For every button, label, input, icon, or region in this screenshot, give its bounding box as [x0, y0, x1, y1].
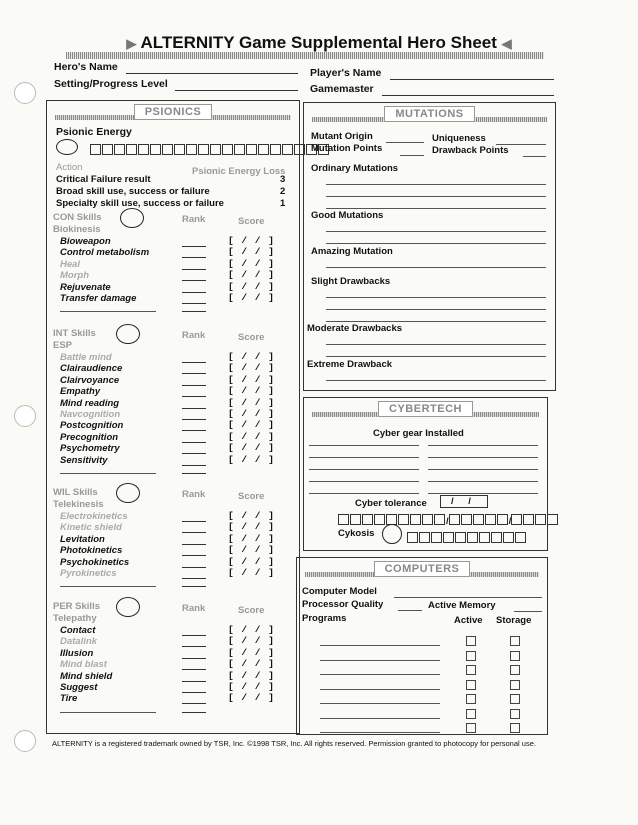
skill-score-field[interactable]: [ / / ] [228, 658, 275, 670]
slight-line-3[interactable] [326, 320, 546, 322]
cyber-tolerance-box[interactable]: / / [440, 495, 488, 508]
heros-name-field[interactable] [126, 72, 298, 74]
skill-rank-field[interactable] [182, 543, 206, 545]
skill-name: Postcognition [60, 420, 124, 432]
skill-group-circle[interactable] [116, 324, 140, 344]
skill-score-field[interactable]: [ / / ] [228, 646, 275, 658]
skill-score-field[interactable]: [ / / ] [228, 408, 275, 419]
rank-label: Rank [182, 603, 206, 614]
computers-title: COMPUTERS [374, 561, 471, 577]
mutation-points-field[interactable] [400, 154, 424, 156]
copyright-footer: ALTERNITY is a registered trademark owned by TSR, Inc. ©1998 TSR, Inc. All rights reserved. Permission granted to photocopy for personal use. [52, 739, 536, 748]
energy-box[interactable] [114, 144, 125, 155]
skill-name: Rejuvenate [60, 281, 111, 293]
cykosis-box[interactable] [431, 532, 442, 543]
mutation-points-label: Mutation Points [311, 143, 383, 154]
skill-score-field[interactable]: [ / / ] [228, 396, 275, 408]
skill-rank-field[interactable] [182, 441, 206, 443]
skill-rank-field[interactable] [182, 668, 206, 670]
skill-group-header: PER Skills [53, 601, 100, 612]
skill-blank-line[interactable] [60, 711, 156, 713]
tolerance-box[interactable] [350, 514, 361, 525]
cykosis-box[interactable] [491, 532, 502, 543]
skill-rank-field[interactable] [182, 302, 206, 304]
skill-score-field[interactable]: [ / / ] [228, 419, 275, 431]
cykosis-boxes [407, 529, 527, 547]
cyber-gear-line[interactable] [428, 468, 538, 470]
skill-name: Heal [60, 258, 81, 270]
action-row-label: Broad skill use, success or failure [56, 186, 210, 197]
binder-hole-bottom [14, 730, 36, 752]
binder-hole-top [14, 82, 36, 104]
cyber-gear-line[interactable] [428, 444, 538, 446]
programs-label: Programs [302, 613, 347, 624]
skill-name: Empathy [60, 386, 101, 398]
rank-label: Rank [182, 330, 206, 341]
skill-score-field[interactable]: [ / / ] [228, 624, 275, 635]
skill-score-field[interactable]: [ / / ] [228, 635, 275, 647]
skill-score-field[interactable]: [ / / ] [228, 681, 275, 692]
energy-box[interactable] [210, 144, 221, 155]
score-label: Score [238, 491, 265, 502]
skill-name: Pyrokinetics [60, 568, 117, 579]
skill-group-header: CON Skills [53, 212, 102, 223]
tolerance-box[interactable] [523, 514, 534, 525]
skill-score-field[interactable]: [ / / ] [228, 692, 275, 704]
computer-model-field[interactable] [394, 596, 542, 598]
skill-rank-field[interactable] [182, 645, 206, 647]
program-storage-checkbox[interactable] [510, 694, 520, 704]
ordinary-line-3[interactable] [326, 207, 546, 209]
uniqueness-label: Uniqueness [432, 133, 486, 144]
action-row-value: 1 [280, 198, 286, 209]
storage-column-label: Storage [496, 615, 532, 626]
gamemaster-field[interactable] [382, 94, 554, 96]
sheet-title-text: ALTERNITY Game Supplemental Hero Sheet [140, 33, 497, 52]
good-line-1[interactable] [326, 230, 546, 232]
active-column-label: Active [454, 615, 483, 626]
cykosis-box[interactable] [467, 532, 478, 543]
tolerance-box[interactable] [374, 514, 385, 525]
energy-box[interactable] [234, 144, 245, 155]
program-active-checkbox[interactable] [466, 723, 476, 733]
cyber-gear-line[interactable] [428, 492, 538, 494]
score-label: Score [238, 605, 265, 616]
cykosis-label: Cykosis [338, 528, 375, 539]
cykosis-box[interactable] [503, 532, 514, 543]
skill-rank-field[interactable] [182, 395, 206, 397]
setting-level-label: Setting/Progress Level [54, 78, 168, 90]
skill-rank-field[interactable] [182, 554, 206, 556]
drawback-points-field[interactable] [523, 155, 546, 157]
cybertech-title: CYBERTECH [378, 401, 473, 417]
skill-rank-field[interactable] [182, 711, 206, 713]
tolerance-box[interactable] [473, 514, 484, 525]
skill-score-field[interactable]: [ / / ] [228, 521, 275, 533]
cyber-gear-line[interactable] [309, 492, 419, 494]
broad-skill-label: Biokinesis [53, 224, 101, 235]
cykosis-box[interactable] [419, 532, 430, 543]
skill-rank-field[interactable] [182, 472, 206, 474]
skill-name: Precognition [60, 431, 119, 443]
action-label: Action [56, 162, 83, 173]
program-active-checkbox[interactable] [466, 680, 476, 690]
skill-rank-field[interactable] [182, 245, 206, 247]
skill-score-field[interactable]: [ / / ] [228, 544, 275, 556]
slight-line-1[interactable] [326, 296, 546, 298]
skill-rank-field[interactable] [182, 291, 206, 293]
cyber-tolerance-boxes [338, 511, 559, 529]
drawback-points-label: Drawback Points [432, 145, 509, 156]
program-active-checkbox[interactable] [466, 636, 476, 646]
cykosis-circle[interactable] [382, 524, 402, 544]
skill-name: Battle mind [60, 352, 112, 363]
tolerance-box[interactable] [338, 514, 349, 525]
title-rule [66, 52, 544, 59]
active-memory-field[interactable] [514, 610, 542, 612]
skill-score-field[interactable]: [ / / ] [228, 280, 275, 292]
skill-rank-field[interactable] [182, 680, 206, 682]
broad-skill-label: ESP [53, 340, 73, 351]
heros-name-label: Hero's Name [54, 61, 118, 73]
action-row-value: 3 [280, 174, 286, 185]
skill-rank-field[interactable] [182, 372, 206, 374]
extreme-line[interactable] [326, 379, 546, 381]
program-line[interactable] [320, 702, 440, 704]
box-separator: / [446, 516, 449, 527]
energy-box[interactable] [270, 144, 281, 155]
skill-name: Clairvoyance [60, 374, 120, 386]
cyber-gear-line[interactable] [309, 480, 419, 482]
right-arrow-icon: ▶ [126, 36, 137, 51]
energy-box[interactable] [246, 144, 257, 155]
ordinary-line-2[interactable] [326, 195, 546, 197]
program-line[interactable] [320, 717, 440, 719]
tolerance-box[interactable] [398, 514, 409, 525]
skill-rank-field[interactable] [182, 268, 206, 270]
skill-group-circle[interactable] [116, 483, 140, 503]
amazing-line[interactable] [326, 266, 546, 268]
skill-name: Illusion [60, 647, 94, 659]
skill-blank-line[interactable] [60, 585, 156, 587]
cyber-gear-line[interactable] [428, 480, 538, 482]
slight-line-2[interactable] [326, 308, 546, 310]
processor-quality-label: Processor Quality [302, 599, 384, 610]
score-label: Score [238, 216, 265, 227]
skill-score-field[interactable]: [ / / ] [228, 532, 275, 544]
mutant-origin-field[interactable] [386, 141, 424, 143]
skill-name: Control metabolism [60, 247, 150, 259]
skill-name: Tire [60, 693, 78, 705]
slight-drawbacks-label: Slight Drawbacks [311, 276, 391, 287]
skill-name: Mind reading [60, 397, 120, 409]
sheet-title [0, 33, 638, 53]
skill-score-field[interactable]: [ / / ] [228, 257, 275, 269]
program-storage-checkbox[interactable] [510, 709, 520, 719]
processor-quality-field[interactable] [398, 609, 422, 611]
skill-name: Datalink [60, 636, 97, 648]
psionic-energy-circle[interactable] [56, 139, 78, 155]
rank-label: Rank [182, 489, 206, 500]
psionic-energy-boxes [90, 141, 330, 159]
skill-score-field[interactable]: [ / / ] [228, 453, 275, 465]
energy-loss-label: Psionic Energy Loss [192, 166, 286, 177]
players-name-label: Player's Name [310, 67, 382, 79]
skill-score-field[interactable]: [ / / ] [228, 362, 275, 374]
skill-name: Bioweapon [60, 236, 111, 247]
energy-box[interactable] [222, 144, 233, 155]
energy-box[interactable] [102, 144, 113, 155]
extreme-drawback-label: Extreme Drawback [307, 359, 393, 370]
tolerance-box[interactable] [547, 514, 558, 525]
skill-group-circle[interactable] [116, 597, 140, 617]
energy-box[interactable] [138, 144, 149, 155]
tolerance-box[interactable] [535, 514, 546, 525]
program-line[interactable] [320, 644, 440, 646]
energy-box[interactable] [258, 144, 269, 155]
binder-hole-middle [14, 405, 36, 427]
amazing-mutation-label: Amazing Mutation [311, 246, 393, 257]
skill-name: Mind blast [60, 659, 107, 671]
skill-score-field[interactable]: [ / / ] [228, 567, 275, 578]
moderate-line-2[interactable] [326, 355, 546, 357]
skill-name: Photokinetics [60, 545, 123, 557]
skill-name: Sensitivity [60, 454, 108, 466]
skill-score-field[interactable]: [ / / ] [228, 235, 275, 246]
broad-skill-label: Telekinesis [53, 499, 104, 510]
score-label: Score [238, 332, 265, 343]
computer-model-label: Computer Model [302, 586, 377, 597]
skill-name: Mind shield [60, 670, 113, 682]
skill-rank-field[interactable] [182, 566, 206, 568]
skill-score-field[interactable]: [ / / ] [228, 292, 275, 303]
good-line-2[interactable] [326, 242, 546, 244]
skill-rank-field[interactable] [182, 361, 206, 363]
psionics-title: PSIONICS [134, 104, 213, 120]
skill-group-circle[interactable] [120, 208, 144, 228]
skill-score-field[interactable]: [ / / ] [228, 510, 275, 521]
skill-name: Navcognition [60, 409, 121, 420]
energy-box[interactable] [198, 144, 209, 155]
setting-level-field[interactable] [175, 89, 298, 91]
skill-name: Transfer damage [60, 293, 137, 304]
cykosis-box[interactable] [443, 532, 454, 543]
cyber-gear-line[interactable] [309, 456, 419, 458]
tolerance-box[interactable] [410, 514, 421, 525]
cyber-tolerance-label: Cyber tolerance [355, 498, 427, 509]
program-line[interactable] [320, 673, 440, 675]
ordinary-mutations-label: Ordinary Mutations [311, 163, 399, 174]
program-active-checkbox[interactable] [466, 694, 476, 704]
skill-score-field[interactable]: [ / / ] [228, 430, 275, 442]
program-storage-checkbox[interactable] [510, 665, 520, 675]
skill-name: Psychometry [60, 443, 120, 455]
tolerance-box[interactable] [461, 514, 472, 525]
skill-rank-field[interactable] [182, 407, 206, 409]
skill-rank-field[interactable] [182, 691, 206, 693]
action-row-value: 2 [280, 186, 286, 197]
tolerance-box[interactable] [434, 514, 445, 525]
skill-name: Kinetic shield [60, 522, 122, 534]
program-line[interactable] [320, 688, 440, 690]
skill-score-field[interactable]: [ / / ] [228, 246, 275, 258]
skill-group-header: INT Skills [53, 328, 96, 339]
rank-label: Rank [182, 214, 206, 225]
skill-name: Clairaudience [60, 363, 123, 375]
cyber-gear-line[interactable] [309, 444, 419, 446]
program-active-checkbox[interactable] [466, 709, 476, 719]
skill-score-field[interactable]: [ / / ] [228, 269, 275, 281]
tolerance-box[interactable] [508, 514, 522, 527]
action-row-label: Specialty skill use, success or failure [56, 198, 224, 209]
tolerance-box[interactable] [362, 514, 373, 525]
energy-box[interactable] [174, 144, 185, 155]
energy-box[interactable] [90, 144, 101, 155]
psionic-energy-label: Psionic Energy [56, 126, 132, 138]
skill-rank-field[interactable] [182, 464, 206, 466]
cykosis-box[interactable] [455, 532, 466, 543]
skill-blank-line[interactable] [60, 472, 156, 474]
skill-rank-field[interactable] [182, 531, 206, 533]
tolerance-box[interactable] [422, 514, 433, 525]
skill-score-field[interactable]: [ / / ] [228, 555, 275, 567]
cykosis-box[interactable] [407, 532, 418, 543]
tolerance-box[interactable] [449, 514, 460, 525]
skill-name: Levitation [60, 533, 105, 545]
skill-name: Suggest [60, 682, 98, 693]
action-row-label: Critical Failure result [56, 174, 151, 185]
skill-name: Contact [60, 625, 96, 636]
energy-box[interactable] [186, 144, 197, 155]
skill-rank-field[interactable] [182, 452, 206, 454]
skill-score-field[interactable]: [ / / ] [228, 669, 275, 681]
energy-box[interactable] [282, 144, 293, 155]
tolerance-box[interactable] [497, 514, 508, 525]
ordinary-line-1[interactable] [326, 183, 546, 185]
skill-rank-field[interactable] [182, 310, 206, 312]
skill-rank-field[interactable] [182, 256, 206, 258]
energy-box[interactable] [126, 144, 137, 155]
program-storage-checkbox[interactable] [510, 651, 520, 661]
program-active-checkbox[interactable] [466, 651, 476, 661]
program-storage-checkbox[interactable] [510, 723, 520, 733]
skill-name: Psychokinetics [60, 556, 130, 568]
skill-blank-line[interactable] [60, 310, 156, 312]
left-arrow-icon: ◀ [501, 36, 512, 51]
skill-score-field[interactable]: [ / / ] [228, 373, 275, 385]
program-line[interactable] [320, 731, 440, 733]
cyber-gear-line[interactable] [428, 456, 538, 458]
skill-score-field[interactable]: [ / / ] [228, 351, 275, 362]
good-mutations-label: Good Mutations [311, 210, 384, 221]
program-line[interactable] [320, 659, 440, 661]
skill-name: Morph [60, 270, 90, 282]
broad-skill-label: Telepathy [53, 613, 97, 624]
skill-rank-field[interactable] [182, 429, 206, 431]
skill-rank-field[interactable] [182, 577, 206, 579]
skill-rank-field[interactable] [182, 657, 206, 659]
skill-rank-field[interactable] [182, 702, 206, 704]
skill-rank-field[interactable] [182, 384, 206, 386]
skill-score-field[interactable]: [ / / ] [228, 442, 275, 454]
skill-name: Electrokinetics [60, 511, 128, 522]
program-active-checkbox[interactable] [466, 665, 476, 675]
moderate-line-1[interactable] [326, 343, 546, 345]
skill-group-header: WIL Skills [53, 487, 98, 498]
program-storage-checkbox[interactable] [510, 636, 520, 646]
cyber-gear-line[interactable] [309, 468, 419, 470]
moderate-drawbacks-label: Moderate Drawbacks [307, 323, 403, 334]
skill-rank-field[interactable] [182, 634, 206, 636]
skill-rank-field[interactable] [182, 279, 206, 281]
skill-rank-field[interactable] [182, 418, 206, 420]
program-storage-checkbox[interactable] [510, 680, 520, 690]
active-memory-label: Active Memory [428, 600, 496, 611]
energy-box[interactable] [162, 144, 173, 155]
mutant-origin-label: Mutant Origin [311, 131, 373, 142]
cykosis-box[interactable] [515, 532, 526, 543]
tolerance-box[interactable] [485, 514, 496, 525]
cykosis-box[interactable] [479, 532, 490, 543]
players-name-field[interactable] [390, 78, 554, 80]
box-separator: / [508, 516, 512, 527]
skill-score-field[interactable]: [ / / ] [228, 385, 275, 397]
gamemaster-label: Gamemaster [310, 83, 374, 95]
cyber-gear-label: Cyber gear Installed [373, 428, 464, 439]
mutations-title: MUTATIONS [384, 106, 474, 122]
skill-rank-field[interactable] [182, 520, 206, 522]
skill-rank-field[interactable] [182, 585, 206, 587]
energy-box[interactable] [150, 144, 161, 155]
